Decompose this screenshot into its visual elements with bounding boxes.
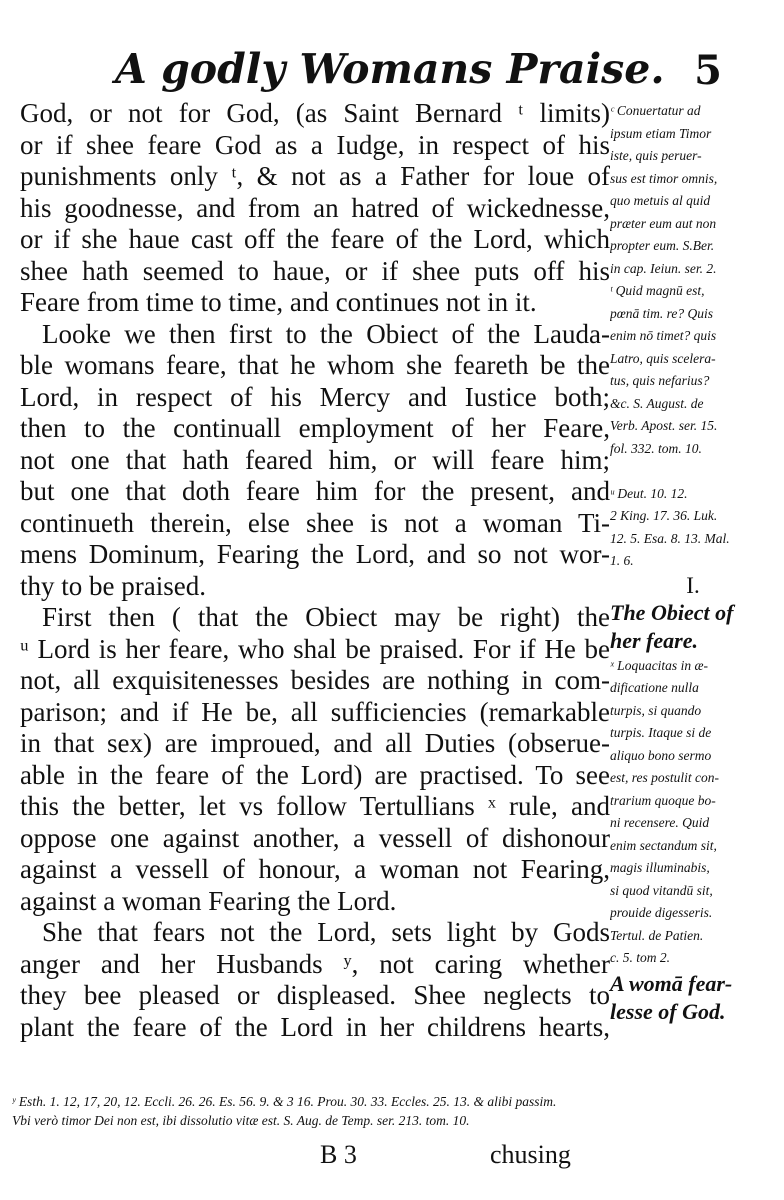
- margin-note-line: aliquo bono sermo: [610, 747, 712, 763]
- margin-note-line: prouide digesseris.: [610, 905, 713, 920]
- margin-note-line: enim sectandum sit,: [610, 837, 717, 853]
- margin-note-line: dificatione nulla: [610, 680, 699, 695]
- text-line: mens Dominum, Fearing the Lord, and so not wor-: [20, 539, 610, 569]
- page-header: [90, 40, 730, 100]
- margin-note-line: 12. 5. Esa. 8. 13. Mal.: [610, 530, 730, 546]
- margin-note-line: tus, quis nefarius?: [610, 373, 710, 388]
- margin-note-line: c. 5. tom 2.: [610, 950, 670, 965]
- margin-note-line: propter eum. S.Ber.: [610, 238, 715, 253]
- text-line: against a vessell of honour, a woman not Fearing,: [20, 854, 610, 884]
- margin-note-line: 1. 6.: [610, 553, 634, 568]
- text-line: in that sex) are improued, and all Duties (obserue-: [20, 728, 610, 758]
- margin-note-line: fol. 332. tom. 10.: [610, 440, 702, 456]
- running-title: A godly Womans Praise.: [115, 45, 665, 93]
- margin-note-line: turpis. Itaque si de: [610, 725, 712, 740]
- text-line: God, or not for God, (as Saint Bernard ᵗ limits): [20, 98, 610, 128]
- margin-note-line: Tertul. de Patien.: [610, 927, 704, 943]
- text-line: they bee pleased or displeased. Shee neglects to: [20, 980, 610, 1010]
- margin-note-line: &c. S. August. de: [610, 395, 704, 411]
- margin-note-line: trarium quoque bo-: [610, 792, 716, 808]
- text-line: not one that hath feared him, or will feare him;: [20, 444, 610, 475]
- text-line: able in the feare of the Lord) are practised. To see: [20, 759, 610, 790]
- text-line: ᵘ Lord is her feare, who shal be praised. For if He be: [20, 633, 610, 664]
- margin-note-line: ˣ Loquacitas in æ-: [610, 657, 708, 673]
- margin-note-line: magis illuminabis,: [610, 860, 710, 875]
- text-line: Looke we then first to the Obiect of the Lauda-: [42, 318, 610, 349]
- text-line: against a woman Fearing the Lord.: [20, 885, 397, 916]
- text-line: punishments only ᵗ, & not as a Father for loue of: [20, 161, 610, 191]
- text-line: plant the feare of the Lord in her childrens hearts,: [20, 1011, 610, 1042]
- text-line: anger and her Husbands ʸ, not caring whether: [20, 948, 610, 979]
- text-line: Feare from time to time, and continues not in it.: [20, 287, 537, 317]
- margin-note-line: quo metuis al quid: [610, 193, 711, 208]
- page-number: 5: [694, 47, 722, 94]
- margin-notes: [610, 100, 776, 1026]
- text-line: continueth therein, else shee is not a woman Ti-: [20, 507, 610, 538]
- text-line: or if shee feare God as a Iudge, in respect of his: [20, 129, 610, 160]
- margin-spacer: [610, 460, 776, 483]
- text-line: shee hath seemed to haue, or if shee puts off his: [20, 255, 610, 286]
- text-line: not, all exquisitenesses besides are nothing in com-: [20, 665, 610, 695]
- margin-note-line: Verb. Apost. ser. 15.: [610, 418, 718, 433]
- text-line: She that fears not the Lord, sets light by Gods: [42, 917, 610, 947]
- text-line: but one that doth feare him for the present, and: [20, 476, 610, 506]
- main-text-block: [20, 98, 610, 1043]
- margin-note-line: ᵘ Deut. 10. 12.: [610, 485, 688, 501]
- margin-note-line: ᶜ Conuertatur ad: [610, 103, 701, 118]
- text-line: this the better, let vs follow Tertullians ˣ rule, and: [20, 791, 610, 821]
- margin-note-line: iste, quis peruer-: [610, 148, 702, 163]
- margin-note-line: si quod vitandū sit,: [610, 882, 713, 898]
- section-heading: lesse of God.: [610, 998, 726, 1024]
- signature-mark: B 3: [320, 1140, 357, 1169]
- catchword: chusing: [490, 1140, 571, 1169]
- text-line: oppose one against another, a vessell of dishonour: [20, 822, 610, 853]
- text-line: parison; and if He be, all sufficiencies (remarkable: [20, 696, 610, 727]
- margin-note-line: pœnā tim. re? Quis: [610, 305, 714, 321]
- margin-note-line: est, res postulit con-: [610, 770, 719, 785]
- text-line: thy to be praised.: [20, 570, 206, 601]
- margin-note-line: Latro, quis scelera-: [610, 350, 716, 366]
- footnote-line: Vbi verò timor Dei non est, ibi dissolutio vitæ est. S. Aug. de Temp. ser. 213. tom. 10.: [12, 1113, 470, 1128]
- text-line: or if she haue cast off the feare of the Lord, which: [20, 224, 610, 254]
- section-heading: her feare.: [610, 627, 698, 653]
- section-number: I.: [686, 572, 700, 598]
- margin-note-line: turpis, si quando: [610, 702, 702, 718]
- text-line: then to the continuall employment of her Feare,: [20, 413, 610, 443]
- text-line: ble womans feare, that he whom she feareth be the: [20, 350, 610, 380]
- footnotes: [12, 1092, 772, 1130]
- footnote-line: ʸ Esth. 1. 12, 17, 20, 12. Eccli. 26. 26. Es. 56. 9. & 3 16. Prou. 30. 33. Eccles. 25. 13. & alibi passim.: [12, 1094, 557, 1109]
- margin-note-line: sus est timor omnis,: [610, 170, 718, 186]
- margin-note-line: in cap. Ieiun. ser. 2.: [610, 260, 717, 276]
- margin-note-line: ni recensere. Quid: [610, 815, 710, 830]
- margin-note-line: ipsum etiam Timor: [610, 125, 712, 141]
- margin-note-line: ᵗ Quid magnū est,: [610, 283, 705, 298]
- text-line: First then ( that the Obiect may be right) the: [42, 602, 610, 632]
- margin-note-line: enim nō timet? quis: [610, 328, 717, 343]
- margin-note-line: præter eum aut non: [610, 215, 717, 231]
- margin-note-line: 2 King. 17. 36. Luk.: [610, 508, 718, 523]
- text-line: Lord, in respect of his Mercy and Iustice both;: [20, 381, 610, 412]
- section-heading: The Obiect of: [610, 599, 734, 625]
- text-line: his goodnesse, and from an hatred of wickednesse,: [20, 192, 610, 223]
- section-heading: A womā fear-: [610, 970, 733, 996]
